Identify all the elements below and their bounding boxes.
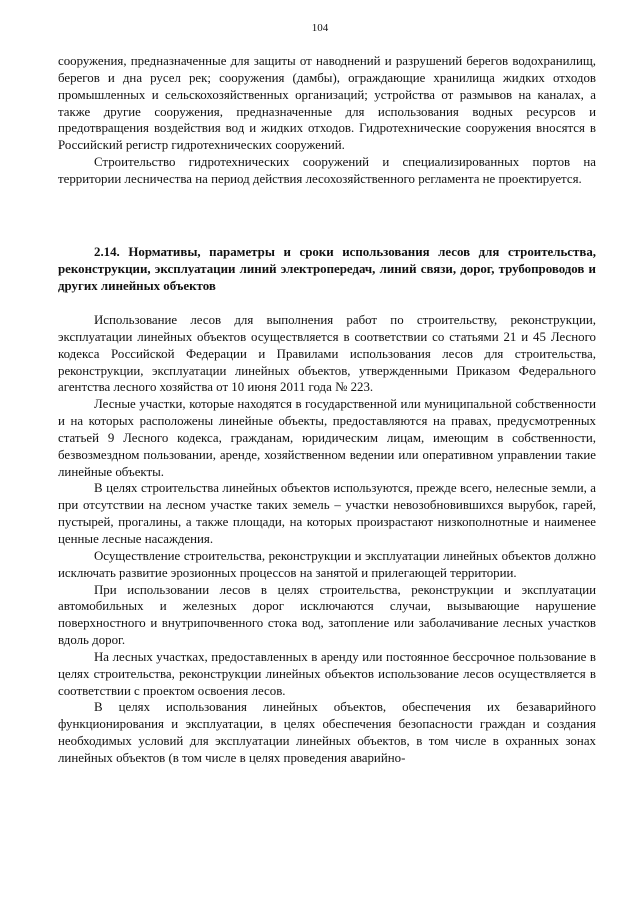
intro-text-block xyxy=(58,53,596,188)
intro-paragraph-1: сооружения, предназначенные для защиты от наводнений и разрушений берегов водохранилищ, берегов и дна русел рек; сооружения (дамбы), ограждающие хранилища жидких отходов промышленных и сельскохозяйственных организаций; устройства от размывов на каналах, а также другие сооружения, предназначенные для использования водных ресурсов и предотвращения воздействия вод и жидких отходов. Гидротехнические сооружения вносятся в Российский регистр гидротехнических сооружений. xyxy=(58,54,596,153)
section-paragraph-4: Осуществление строительства, реконструкции и эксплуатации линейных объектов должно исключать развитие эрозионных процессов на занятой и прилегающей территории. xyxy=(58,548,596,580)
section-paragraph-7: В целях использования линейных объектов, обеспечения их безаварийного функционирования и эксплуатации, в целях обеспечения безопасности граждан и создания необходимых условий для эксплуатации линейных объектов, в том числе в охранных зонах линейных объектов (в том числе в целях проведения аварийно- xyxy=(58,700,596,765)
section-paragraph-2: Лесные участки, которые находятся в государственной или муниципальной собственности и на которых расположены линейные объекты, предоставляются на правах, предусмотренных статьей 9 Лесного кодекса, гражданам, юридическим лицам, имеющим в собственности, безвозмездном пользовании, аренде, хозяйственном ведении или оперативном управлении такие линейные объекты. xyxy=(58,397,596,479)
section-heading: 2.14. Нормативы, параметры и сроки использования лесов для строительства, реконструкции, эксплуатации линий электропередач, линий связи, дорог, трубопроводов и других линейных объектов xyxy=(58,245,596,293)
intro-paragraph-2: Строительство гидротехнических сооружений и специализированных портов на территории лесничества на период действия лесохозяйственного регламента не проектируется. xyxy=(58,155,596,186)
page-number: 104 xyxy=(311,22,329,34)
section-paragraph-6: На лесных участках, предоставленных в аренду или постоянное бессрочное пользование в целях строительства, реконструкции линейных объектов использование лесов осуществляется в соответствии с проектом освоения лесов. xyxy=(58,649,596,698)
section-paragraph-5: При использовании лесов в целях строительства, реконструкции и эксплуатации автомобильных и железных дорог исключаются случаи, вызывающие нарушение поверхностного и внутрипочвенного стока вод, затопление или заболачивание лесных участков вдоль дорог. xyxy=(58,582,596,648)
section-paragraph-3: В целях строительства линейных объектов используются, прежде всего, нелесные земли, а при отсутствии на лесном участке таких земель – участки невозобновившихся вырубок, гарей, пустырей, прогалины, а также площади, на которых произрастают низкополнотные и наименее ценные лесные насаждения. xyxy=(58,481,596,546)
section-paragraph-1: Использование лесов для выполнения работ по строительству, реконструкции, эксплуатации линейных объектов осуществляется в соответствии со статьями 21 и 45 Лесного кодекса Российской Федерации и Правилами использования лесов для строительства, реконструкции, эксплуатации линейных объектов, утвержденными Приказом Федерального агентства лесного хозяйства от 10 июня 2011 года № 223. xyxy=(58,313,596,395)
section-text-block xyxy=(58,312,596,767)
